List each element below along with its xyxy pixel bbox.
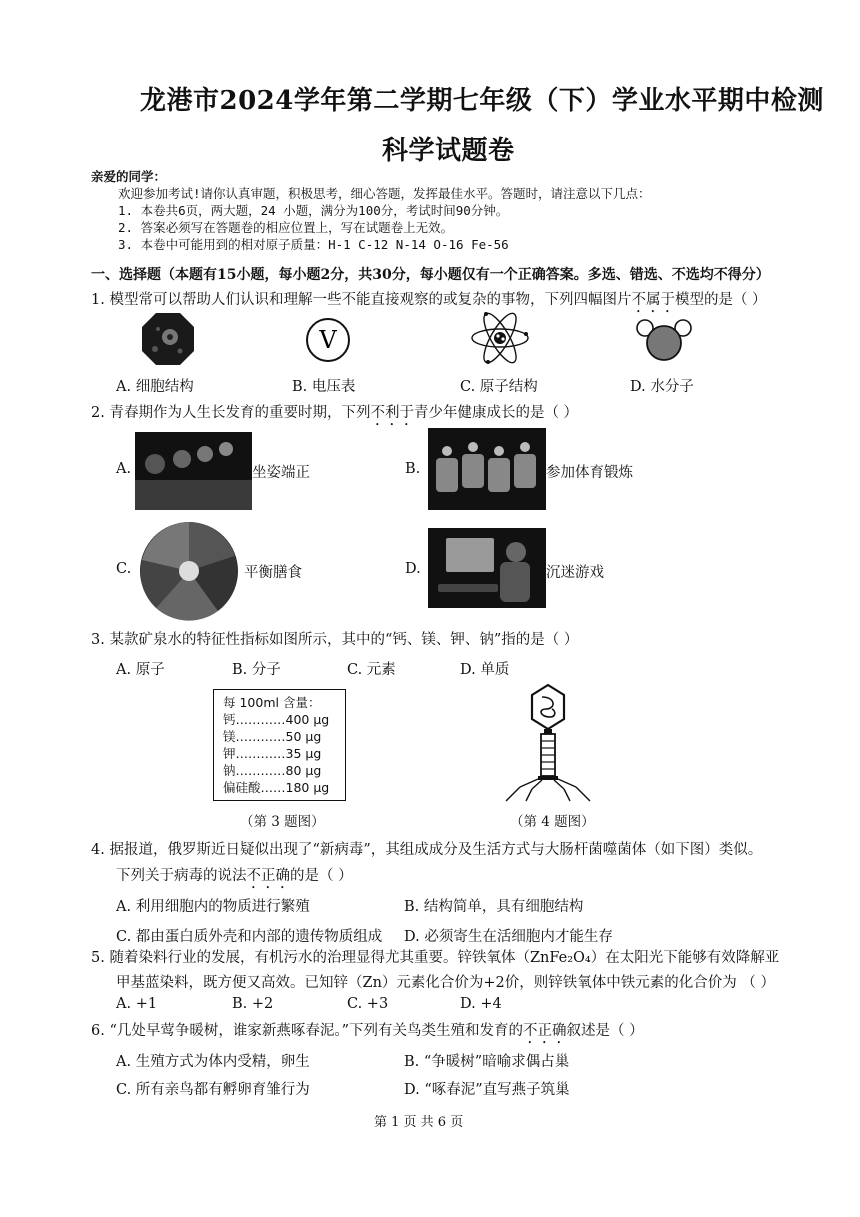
q5-option-a: A. +1 [116,996,158,1012]
question-4-stem-line2: 下列关于病毒的说法不正确的是（ ） [116,868,353,884]
intro-note-1: 1. 本卷共6页，两大题，24 小题，满分为100分，考试时间90分钟。 [118,203,509,218]
q1-option-a: A. 细胞结构 [116,379,194,395]
q2-caption-c: 平衡膳食 [244,565,302,581]
table-row: 钠…………80 μg [223,763,322,778]
table-row: 钙…………400 μg [223,712,330,727]
q5-option-d: D. +4 [460,996,502,1012]
question-5-stem-line1: 5. 随着染料行业的发展，有机污水的治理显得尤其重要。锌铁氧体（ZnFe₂O₄）在太阳光下能够有效降解亚 [91,950,780,966]
q2-option-c-letter: C. [116,561,132,577]
q2-option-a-letter: A. [116,461,132,477]
q3-option-c: C. 元素 [347,662,396,678]
q3-option-a: A. 原子 [116,662,165,678]
q1-option-c: C. 原子结构 [460,379,538,395]
question-4-stem-line1: 4. 据报道，俄罗斯近日疑似出现了“新病毒”，其组成成分及生活方式与大肠杆菌噬菌体（如下图）类似。 [91,842,763,858]
emphasis-text: 不属于 [631,292,675,308]
intro-welcome: 欢迎参加考试!请你认真审题，积极思考，细心答题，发挥最佳水平。答题时，请注意以下几点： [118,186,651,201]
emphasis-text: 不正确 [523,1023,567,1039]
table-title: 每 100ml 含量： [223,695,321,710]
sports-exercise-photo [428,428,546,510]
q1-option-b: B. 电压表 [292,379,356,395]
exam-title: 龙港市2024学年第二学期七年级（下）学业水平期中检测 [140,86,824,116]
q4-option-b: B. 结构简单，具有细胞结构 [404,899,584,915]
mineral-content-table [213,689,346,801]
bacteriophage-diagram [498,683,598,803]
q6-option-a: A. 生殖方式为体内受精，卵生 [116,1054,310,1070]
question-6-stem: 6. “几处早莺争暖树，谁家新燕啄春泥。”下列有关鸟类生殖和发育的不正确叙述是（ ） [91,1023,644,1039]
q2-option-b-letter: B. [405,461,421,477]
q3-option-d: D. 单质 [460,662,510,678]
q4-option-c: C. 都由蛋白质外壳和内部的遗传物质组成 [116,929,383,945]
q2-caption-b: 参加体育锻炼 [546,465,633,481]
table-row: 偏硅酸……180 μg [223,780,330,795]
figure-4-caption: （第 4 题图） [510,814,595,830]
cell-structure-image [140,311,196,367]
svg-text:V: V [319,326,337,354]
atom-model-image [470,306,530,370]
intro-note-3: 3. 本卷中可能用到的相对原子质量：H-1 C-12 N-14 O-16 Fe-56 [118,237,509,252]
page-number: 第 1 页 共 6 页 [374,1115,464,1130]
figure-3-caption: （第 3 题图） [240,814,325,830]
greeting: 亲爱的同学： [91,169,167,184]
q2-caption-a: 坐姿端正 [252,465,310,481]
q1-option-d: D. 水分子 [630,379,694,395]
voltmeter-symbol [304,316,352,364]
q5-option-b: B. +2 [232,996,274,1012]
intro-note-2: 2. 答案必须写在答题卷的相应位置上，写在试题卷上无效。 [118,220,454,235]
emphasis-text: 不正确 [246,868,290,884]
sitting-posture-photo [135,432,252,510]
question-5-stem-line2: 甲基蓝染料，既方便又高效。已知锌（Zn）元素化合价为+2价，则锌铁氧体中铁元素的化合价为 （ ） [116,975,776,991]
table-row: 镁…………50 μg [223,729,322,744]
q4-option-d: D. 必须寄生在活细胞内才能生存 [404,929,613,945]
gaming-addiction-photo [428,528,546,608]
q3-option-b: B. 分子 [232,662,281,678]
balanced-diet-plate [138,520,240,622]
q6-option-c: C. 所有亲鸟都有孵卵育雏行为 [116,1082,310,1098]
q2-caption-d: 沉迷游戏 [546,565,604,581]
emphasis-text: 不利于 [370,405,414,421]
q2-option-d-letter: D. [405,561,421,577]
question-2-stem: 2. 青春期作为人生长发育的重要时期，下列不利于青少年健康成长的是（ ） [91,405,579,421]
q6-option-b: B. “争暖树”暗喻求偶占巢 [404,1054,570,1070]
water-molecule-image [634,318,694,364]
q5-option-c: C. +3 [347,996,389,1012]
table-row: 钾…………35 μg [223,746,322,761]
q6-option-d: D. “啄春泥”直写燕子筑巢 [404,1082,570,1098]
exam-subtitle: 科学试题卷 [382,136,515,166]
q4-option-a: A. 利用细胞内的物质进行繁殖 [116,899,310,915]
question-3-stem: 3. 某款矿泉水的特征性指标如图所示，其中的“钙、镁、钾、钠”指的是（ ） [91,632,579,648]
section-heading: 一、选择题（本题有15小题，每小题2分，共30分，每小题仅有一个正确答案。多选、错选、不选均不得分） [91,267,770,283]
question-1-stem: 1. 模型常可以帮助人们认识和理解一些不能直接观察的或复杂的事物，下列四幅图片不属于模型的是（ ） [91,292,767,308]
